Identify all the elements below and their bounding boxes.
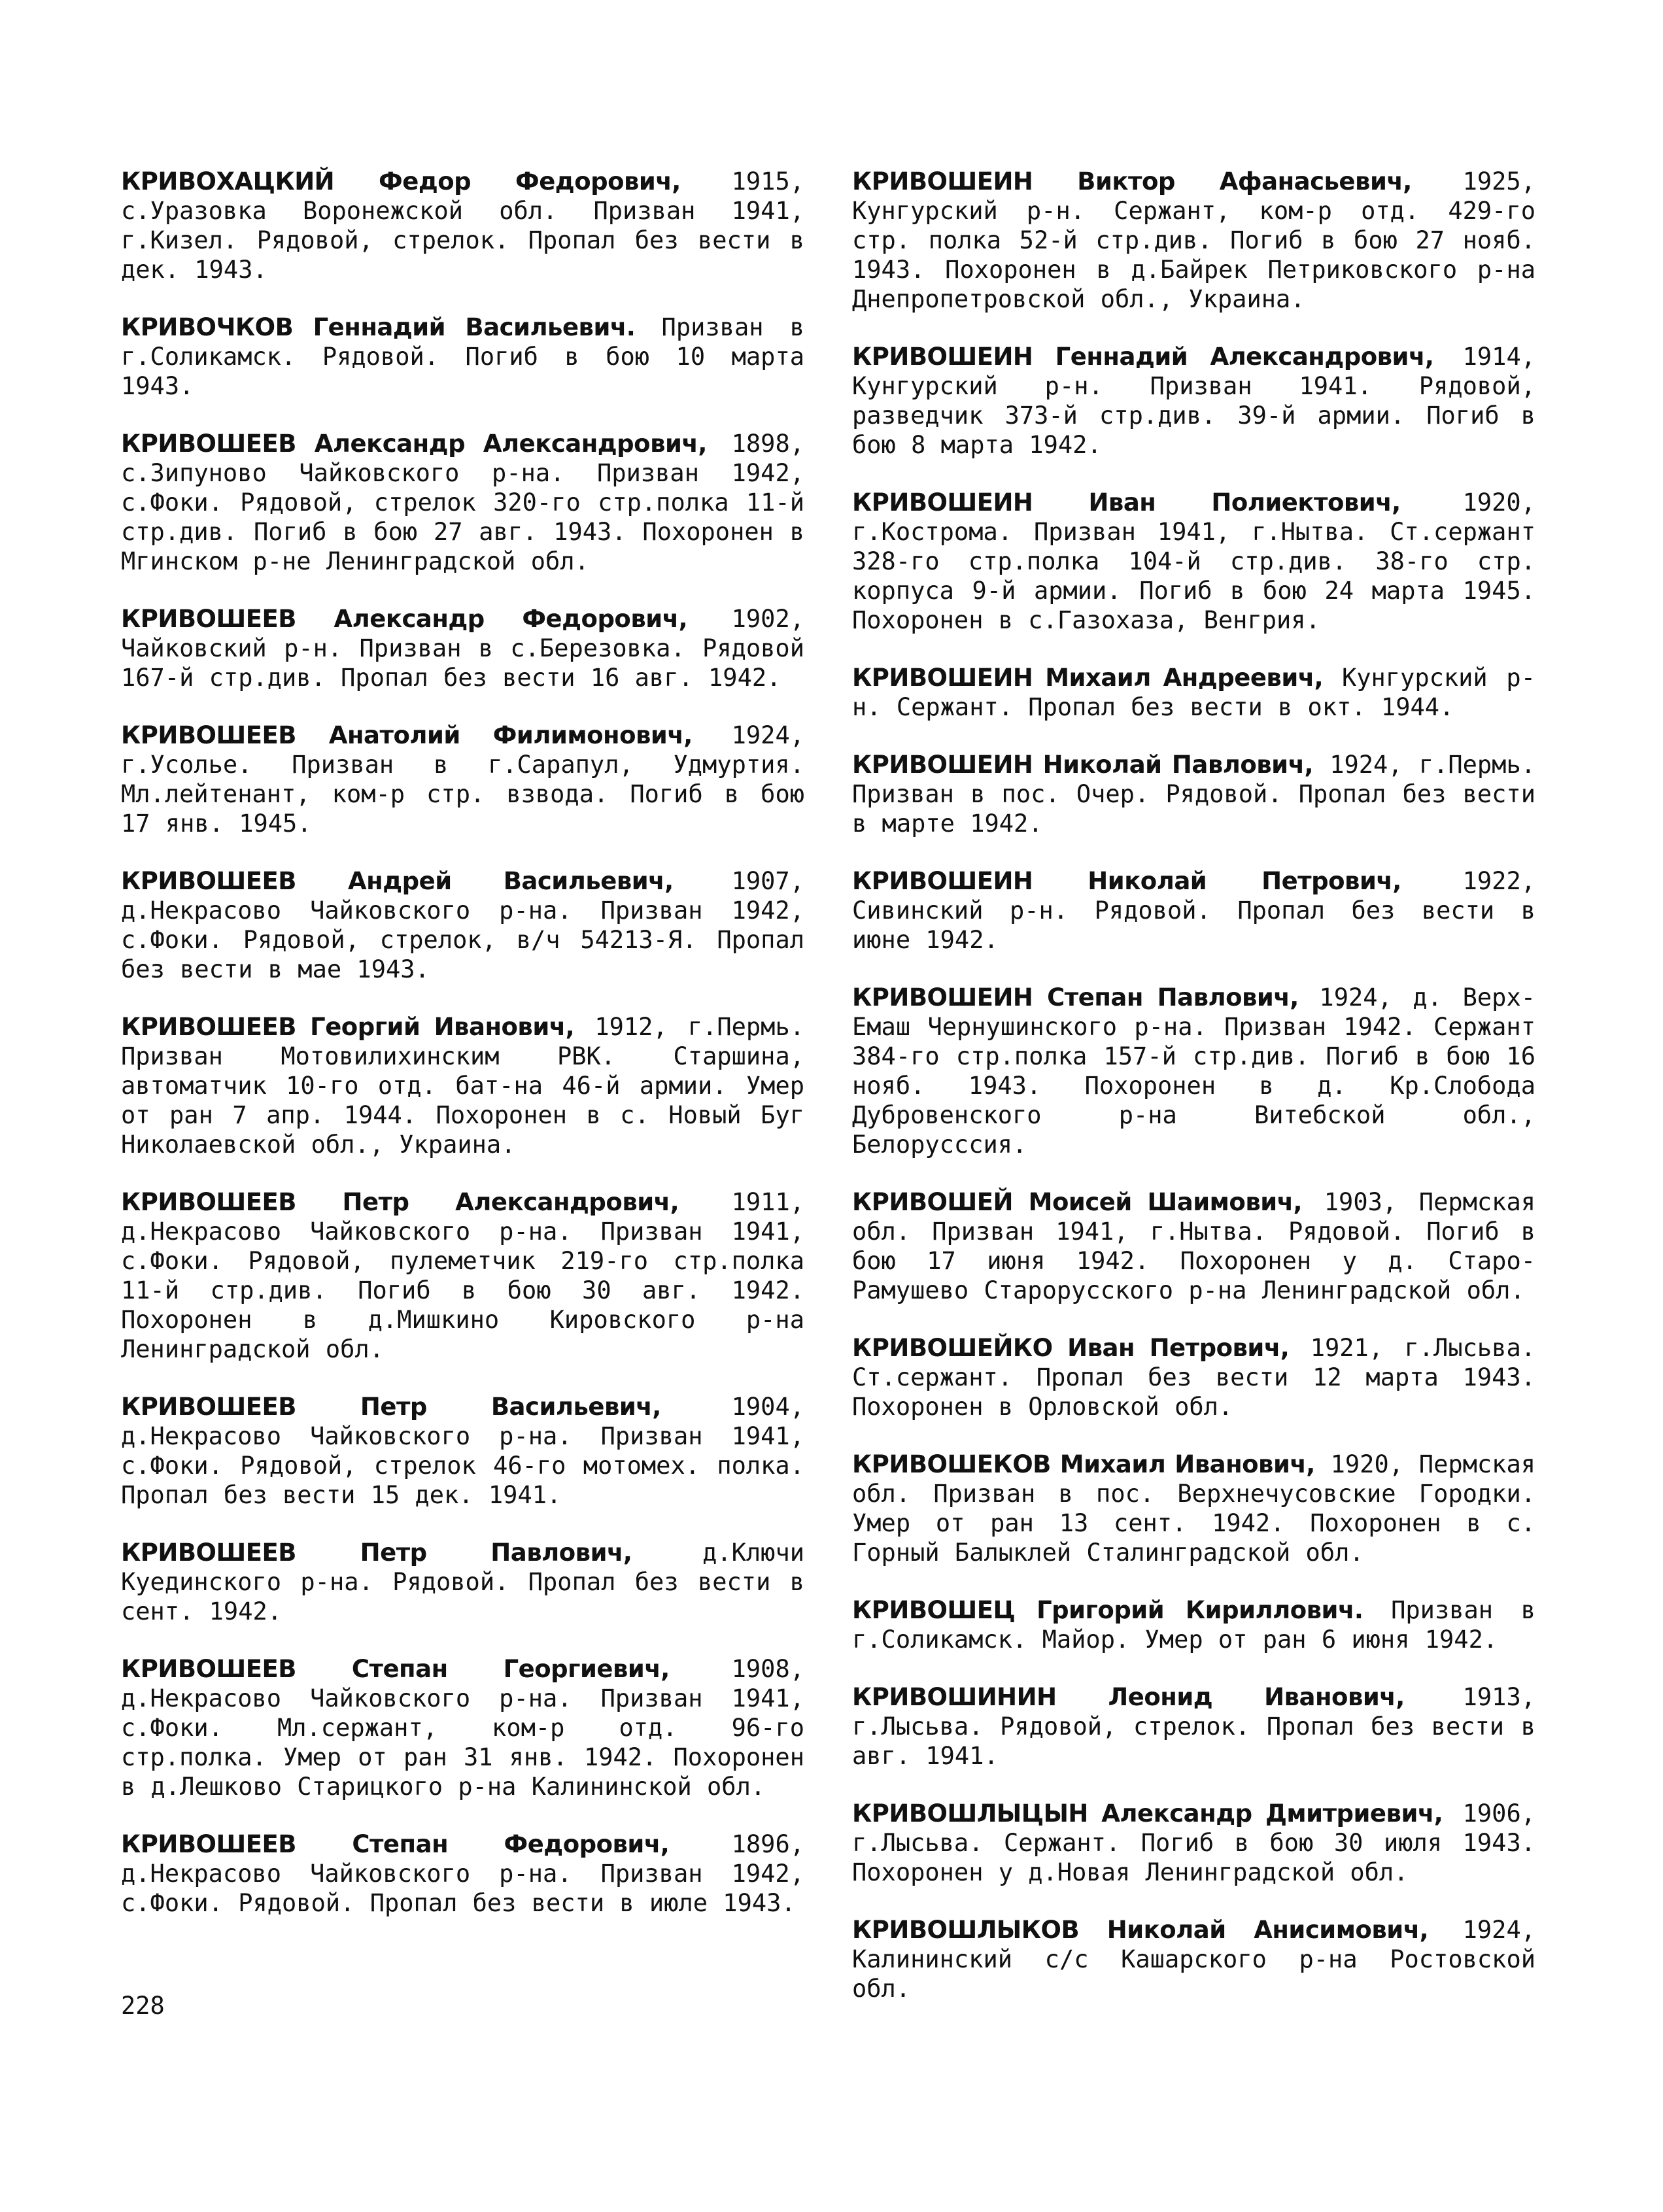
entry-name: КРИВОШЕЕВ Георгий Иванович, (121, 1013, 575, 1041)
entry-text: 1912, г.Пермь. Призван Мотовилихинским РВК. Старшина, автоматчик 10-го отд. бат-на 46-й армии. Умер от ран 7 апр. 1944. Похоронен в с. Новый Буг Николаевской обл., Украина. (121, 1013, 805, 1159)
entry-name: КРИВОШЕИН Виктор Афанасьевич, (852, 167, 1412, 196)
entry-text: 1920, Пермская обл. Призван в пос. Верхнечусовские Городки. Умер от ран 13 сент. 1942. Похоронен в с. Горный Балыклей Сталинградской обл. (852, 1450, 1535, 1567)
entry-name: КРИВОШЕЙ Моисей Шаимович, (852, 1188, 1303, 1216)
entry-name: КРИВОШЕЕВ Петр Васильевич, (121, 1393, 661, 1421)
entry-name: КРИВОШЕЙКО Иван Петрович, (852, 1334, 1290, 1362)
entry (852, 1450, 1535, 1567)
entry-text: 1915, с.Уразовка Воронежской обл. Призван 1941, г.Кизел. Рядовой, стрелок. Пропал без вести в дек. 1943. (121, 167, 805, 284)
entry-text: 1914, Кунгурский р-н. Призван 1941. Рядовой, разведчик 373-й стр.див. 39-й армии. Погиб в бою 8 марта 1942. (852, 343, 1536, 459)
entry (121, 866, 804, 984)
entry-name: КРИВОШЕИН Михаил Андреевич, (852, 664, 1324, 692)
entry-text: 1921, г.Лысьва. Ст.сержант. Пропал без вести 12 марта 1943. Похоронен в Орловской обл. (852, 1334, 1535, 1421)
entry-text: 1920, г.Кострома. Призван 1941, г.Нытва. Ст.сержант 328-го стр.полка 104-й стр.див. 38-го стр. корпуса 9-й армии. Погиб в бою 24 марта 1945. Похоронен в с.Газохаза, Венгрия. (852, 488, 1535, 634)
entry-name: КРИВОШЕЕВ Степан Федорович, (121, 1830, 670, 1858)
entry-text: 1924, г.Усолье. Призван в г.Сарапул, Удмуртия. Мл.лейтенант, ком-р стр. взвода. Погиб в бою 17 янв. 1945. (121, 721, 805, 838)
entry-name: КРИВОШЕИН Геннадий Александрович, (852, 343, 1434, 371)
entry-text: 1925, Кунгурский р-н. Сержант, ком-р отд. 429-го стр. полка 52-й стр.див. Погиб в бою 27 нояб. 1943. Похоронен в д.Байрек Петриковского р-на Днепропетровской обл., Украина. (852, 167, 1535, 313)
entry-text: Призван в г.Соликамск. Майор. Умер от ран 6 июня 1942. (852, 1596, 1536, 1654)
entry-text: 1902, Чайковский р-н. Призван в с.Березовка. Рядовой 167-й стр.див. Пропал без вести 16 авг. 1942. (121, 605, 804, 692)
entry-text: 1924, Калининский с/с Кашарского р-на Ростовской обл. (852, 1916, 1535, 2003)
right-column (852, 167, 1535, 2032)
entry-name: КРИВОШЕЕВ Анатолий Филимонович, (121, 721, 693, 749)
entry-name: КРИВОШЕЕВ Петр Александрович, (121, 1188, 679, 1216)
entry (852, 342, 1535, 460)
entry (852, 167, 1535, 314)
entry-name: КРИВОШЛЫКОВ Николай Анисимович, (852, 1916, 1429, 1944)
entry (852, 1682, 1535, 1771)
entry-text: 1898, с.Зипуново Чайковского р-на. Призван 1942, с.Фоки. Рядовой, стрелок 320-го стр.полка 11-й стр.див. Погиб в бою 27 авг. 1943. Похоронен в Мгинском р-не Ленинградской обл. (121, 430, 805, 575)
entry (121, 1012, 804, 1159)
entry-text: 1924, г.Пермь. Призван в пос. Очер. Рядовой. Пропал без вести в марте 1942. (852, 751, 1535, 838)
entry-text: 1913, г.Лысьва. Рядовой, стрелок. Пропал без вести в авг. 1941. (852, 1683, 1535, 1770)
entry-text: 1906, г.Лысьва. Сержант. Погиб в бою 30 июля 1943. Похоронен у д.Новая Ленинградской обл. (852, 1799, 1535, 1886)
entry (852, 983, 1535, 1159)
entry (121, 1187, 804, 1364)
entry-text: 1911, д.Некрасово Чайковского р-на. Призван 1941, с.Фоки. Рядовой, пулеметчик 219-го стр.полка 11-й стр.див. Погиб в бою 30 авг. 1942. Похоронен в д.Мишкино Кировского р-на Ленинградской обл. (121, 1188, 804, 1363)
entry-name: КРИВОШЕЕВ Александр Федорович, (121, 605, 688, 633)
entry (121, 167, 804, 284)
entry-name: КРИВОШЕИН Иван Полиектович, (852, 488, 1401, 517)
entry-text: 1896, д.Некрасово Чайковского р-на. Призван 1942, с.Фоки. Рядовой. Пропал без вести в июле 1943. (121, 1830, 804, 1917)
entry (121, 313, 804, 401)
entry (121, 429, 804, 576)
entry (121, 1538, 804, 1626)
entry (852, 1799, 1535, 1887)
entry (852, 1915, 1535, 2003)
entry-name: КРИВОШЕЦ Григорий Кириллович. (852, 1596, 1363, 1624)
entry (852, 866, 1535, 955)
entry (852, 1187, 1535, 1305)
entry (121, 1829, 804, 1918)
entry-text: 1904, д.Некрасово Чайковского р-на. Призван 1941, с.Фоки. Рядовой, стрелок 46-го мотомех. полка. Пропал без вести 15 дек. 1941. (121, 1393, 804, 1509)
entry-text: 1922, Сивинский р-н. Рядовой. Пропал без вести в июне 1942. (852, 867, 1536, 954)
entry (121, 604, 804, 692)
entry-name: КРИВОШЕЕВ Андрей Васильевич, (121, 867, 674, 895)
entry-text: 1908, д.Некрасово Чайковского р-на. Призван 1941, с.Фоки. Мл.сержант, ком-р отд. 96-го стр.полка. Умер от ран 31 янв. 1942. Похоронен в д.Лешково Старицкого р-на Калининской обл. (121, 1655, 805, 1801)
entry-name: КРИВОШЕИН Николай Петрович, (852, 867, 1401, 895)
entry-name: КРИВОШЕИН Степан Павлович, (852, 983, 1299, 1012)
entry-name: КРИВОШЛЫЦЫН Александр Дмитриевич, (852, 1799, 1443, 1828)
page-number: 228 (121, 1992, 165, 2020)
entry-text: 1903, Пермская обл. Призван 1941, г.Нытва. Рядовой. Погиб в бою 17 июня 1942. Похоронен у д. Старо-Рамушево Старорусского р-на Ленинградской обл. (852, 1188, 1536, 1304)
entry (121, 1654, 804, 1801)
entry (852, 663, 1535, 722)
entry-text: д.Ключи Куединского р-на. Рядовой. Пропал без вести в сент. 1942. (121, 1539, 804, 1625)
entry-name: КРИВОШЕКОВ Михаил Иванович, (852, 1450, 1315, 1478)
entry-name: КРИВОШИНИН Леонид Иванович, (852, 1683, 1405, 1711)
entry-name: КРИВОШЕЕВ Александр Александрович, (121, 430, 707, 458)
entry (852, 1595, 1535, 1654)
entry (852, 1333, 1535, 1421)
entry (852, 750, 1535, 838)
left-column (121, 167, 804, 1946)
entry (121, 1392, 804, 1510)
entry-name: КРИВОШЕИН Николай Павлович, (852, 751, 1314, 779)
entry-name: КРИВОШЕЕВ Петр Павлович, (121, 1539, 632, 1567)
entry-name: КРИВОХАЦКИЙ Федор Федорович, (121, 167, 681, 196)
entry-name: КРИВОЧКОВ Геннадий Васильевич. (121, 313, 636, 341)
entry-text: Призван в г.Соликамск. Рядовой. Погиб в бою 10 марта 1943. (121, 313, 804, 400)
entry (121, 721, 804, 838)
entry-text: 1924, д. Верх-Емаш Чернушинского р-на. Призван 1942. Сержант 384-го стр.полка 157-й стр.див. Погиб в бою 16 нояб. 1943. Похоронен в д. Кр.Слобода Дубровенского р-на Витебской обл., Белорусссия. (852, 983, 1535, 1159)
entry-text: Кунгурский р-н. Сержант. Пропал без вести в окт. 1944. (852, 664, 1535, 721)
entry-name: КРИВОШЕЕВ Степан Георгиевич, (121, 1655, 670, 1683)
entry-text: 1907, д.Некрасово Чайковского р-на. Призван 1942, с.Фоки. Рядовой, стрелок, в/ч 54213-Я. Пропал без вести в мае 1943. (121, 867, 804, 983)
entry (852, 488, 1535, 635)
